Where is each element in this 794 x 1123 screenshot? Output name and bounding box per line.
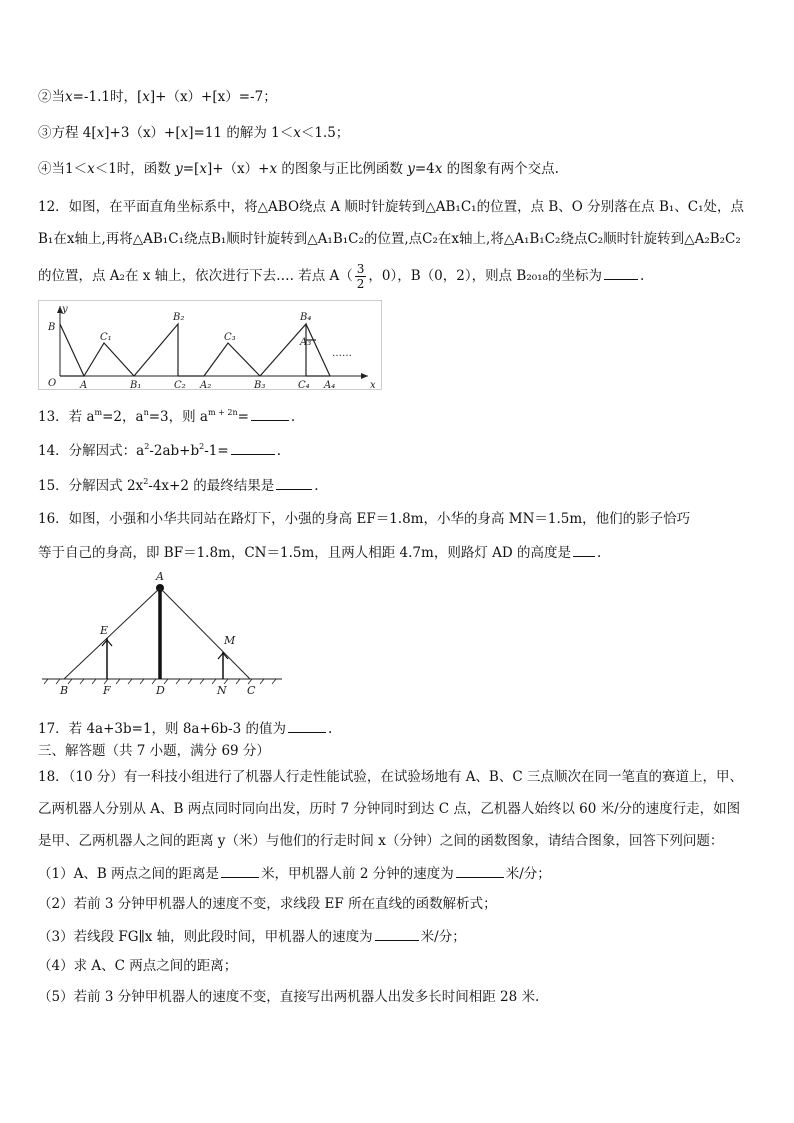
- q11-item-2: ②当x=-1.1时，[x]+（x）+[x）=-7；: [38, 89, 277, 105]
- label-D: D: [156, 684, 165, 697]
- label-A: A: [156, 570, 164, 583]
- answer-blank: [604, 265, 638, 280]
- q15: 15．分解因式 $2x^2-4x+2$ 的最终结果是 .: [38, 477, 319, 494]
- label-B: B: [60, 684, 69, 697]
- label-O: O: [48, 378, 57, 389]
- label-N: N: [217, 684, 227, 697]
- q18-part-5: （5）若前 3 分钟甲机器人的速度不变，直接写出两机器人出发多长时间相距 28 米.: [38, 989, 540, 1005]
- label-A4: A₄: [324, 380, 336, 390]
- label-y: y: [62, 304, 68, 315]
- fraction-three-halves: $\frac{3}{2}$: [356, 262, 365, 291]
- q18-line-2: 乙两机器人分别从 A、B 两点同时同向出发，历时 7 分钟同时到达 C 点，乙机器人始终以 60 米/分的速度行走，如图: [38, 801, 741, 817]
- q13: 13．若 $a^m=2$，$a^n=3$，则 $a^{m + 2n}=$ .: [38, 408, 296, 425]
- label-E: E: [100, 624, 109, 637]
- q11-item-3: ③方程 4[x]+3（x）+[x]=11 的解为 1＜x＜1.5；: [38, 125, 350, 141]
- label-B2: B₂: [173, 312, 185, 323]
- label-M: M: [224, 634, 236, 647]
- label-A: A: [80, 380, 88, 390]
- label-C4: C₄: [298, 380, 310, 390]
- q18-part-3: （3）若线段 FG∥x 轴，则此段时间，甲机器人的速度为 米/分；: [38, 926, 466, 946]
- label-C: C: [247, 684, 256, 697]
- q12-line-2: B₁在x轴上,再将△AB₁C₁绕点B₁顺时针旋转到△A₁B₁C₂的位置,点C₂在x轴上,将△A₁B₁C₂绕点C₂顺时针旋转到△A₂B₂C₂: [38, 231, 741, 247]
- answer-blank: [573, 542, 595, 557]
- label-B4: B₄: [300, 312, 312, 323]
- q11-item-4: ④当1＜x＜1时，函数 y=[x]+（x）+x 的图象与正比例函数 y=4x 的图象有两个交点.: [38, 161, 559, 177]
- answer-blank: [375, 926, 419, 941]
- section-heading: 三、解答题（共 7 小题，满分 69 分）: [38, 743, 270, 759]
- q12-line-1: 12．如图，在平面直角坐标系中，将△ABO绕点 A 顺时针旋转到△AB₁C₁的位置，点 B、O 分别落在点 B₁、C₁处，点: [38, 199, 745, 215]
- answer-blank: [251, 406, 289, 421]
- answer-blank: [288, 718, 326, 733]
- label-C1: C₁: [100, 332, 112, 343]
- answer-blank: [456, 863, 504, 878]
- label-F: F: [103, 684, 111, 697]
- label-x: x: [370, 380, 376, 390]
- q18-part-2: （2）若前 3 分钟甲机器人的速度不变，求线段 EF 所在直线的函数解析式；: [38, 896, 497, 912]
- label-ellipsis: ……: [332, 348, 352, 359]
- label-A3: A₃: [300, 337, 312, 348]
- label-B3: B₃: [254, 380, 266, 390]
- q18-part-4: （4）求 A、C 两点之间的距离；: [38, 958, 238, 974]
- label-C3: C₃: [224, 332, 236, 343]
- label-C2: C₂: [174, 380, 186, 390]
- label-B: B: [48, 322, 56, 333]
- answer-blank: [231, 440, 275, 455]
- q16-line-1: 16．如图，小强和小华共同站在路灯下，小强的身高 EF＝1.8m，小华的身高 MN＝1.5m，他们的影子恰巧: [38, 511, 691, 527]
- answer-blank: [221, 863, 259, 878]
- label-B1: B₁: [130, 380, 142, 390]
- answer-blank: [276, 475, 312, 490]
- rotation-figure: [38, 300, 382, 390]
- q12-line-3: 的位置，点 A₂在 x 轴上，依次进行下去…. 若点 A（ $\frac{3}{2}$ ，0），B（0，2），则点 B₂₀₁₈的坐标为 .: [38, 262, 645, 291]
- q18-line-3: 是甲、乙两机器人之间的距离 y（米）与他们的行走时间 x（分钟）之间的函数图象，请结合图象，回答下列问题：: [38, 833, 724, 849]
- q14: 14．分解因式：$a^2-2ab+b^2-1=$ .: [38, 442, 281, 459]
- q18-line-1: 18．（10 分）有一科技小组进行了机器人行走性能试验，在试验场地有 A、B、C 三点顺次在同一笔直的赛道上，甲、: [38, 769, 743, 785]
- q17: 17．若 4a+3b=1，则 8a+6b-3 的值为 .: [38, 718, 332, 738]
- q18-part-1: （1）A、B 两点之间的距离是 米，甲机器人前 2 分钟的速度为 米/分；: [38, 863, 551, 883]
- q16-line-2: 等于自己的身高，即 BF＝1.8m，CN＝1.5m，且两人相距 4.7m，则路灯 AD 的高度是 .: [38, 542, 601, 562]
- label-A2: A₂: [200, 380, 212, 390]
- street-lamp-figure: [38, 566, 288, 700]
